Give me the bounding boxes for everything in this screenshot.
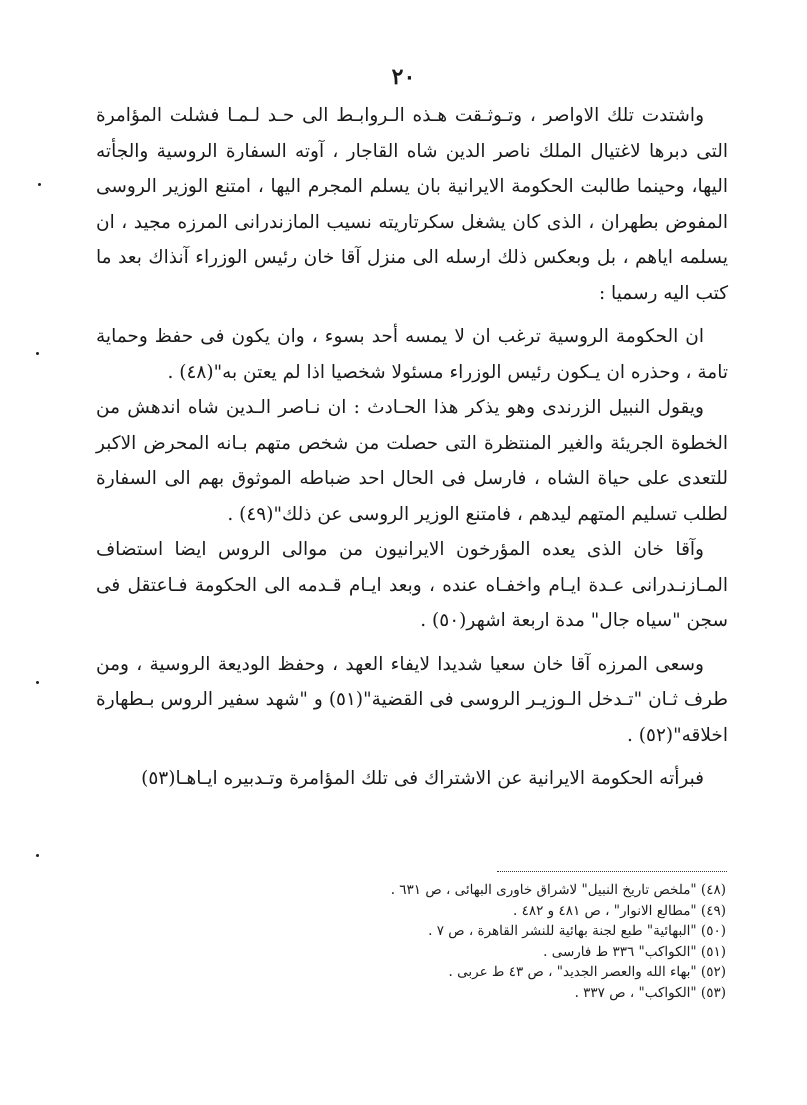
footnote: (٤٩) "مطالع الانوار" ، ص ٤٨١ و ٤٨٢ . bbox=[512, 902, 726, 919]
scan-speck bbox=[36, 854, 39, 857]
scan-speck bbox=[36, 681, 39, 684]
scan-speck bbox=[36, 352, 39, 355]
page-number: ٢٠ bbox=[391, 64, 416, 90]
footnote: (٥٢) "بهاء الله والعصر الجديد" ، ص ٤٣ ط عربى . bbox=[448, 964, 726, 980]
footnote: (٥١) "الكواكب" ٣٣٦ ط فارسى . bbox=[543, 943, 726, 960]
paragraph: ويقول النبيل الزرندى وهو يذكر هذا الحـادث : ان نـاصر الـدين شاه اندهش من الخطوة الجريئة والغير المنتظرة التى حصلت من شخص متهم بـانه المحرض الاكبر للتعدى على حياة الشاه ، فارسل فى الحال احد ضباطه الموثوق بهم الى السفارة لطلب تسليم المتهم ليدهم ، فامتنع الوزير الروسى عن ذلك"(٤٩) . bbox=[96, 397, 728, 525]
footnote: (٤٨) "ملخص تاريخ النبيل" لاشراق خاورى البهائى ، ص ٦٣١ . bbox=[390, 882, 726, 898]
paragraph: ان الحكومة الروسية ترغب ان لا يمسه أحد بسوء ، وان يكون فى حفظ وحماية تامة ، وحذره ان يـكون رئيس الوزراء مسئولا شخصيا اذا لم يعتن به"(٤٨) . bbox=[96, 326, 728, 383]
footnote: (٥٠) "البهائية" طبع لجنة بهائية للنشر القاهرة ، ص ٧ . bbox=[428, 923, 726, 939]
paragraph: وسعى المرزه آقا خان سعيا شديدا لايفاء العهد ، وحفظ الوديعة الروسية ، ومن طرف ثـان "تـدخل الـوزيـر الروسى فى القضية"(٥١) و "شهد سفير الروس بـطهارة اخلاقه"(٥٢) . bbox=[96, 653, 728, 746]
paragraph: واشتدت تلك الاواصر ، وتـوثـقت هـذه الـروابـط الى حـد لـمـا فشلت المؤامرة التى دبرها لاغتيال الملك ناصر الدين شاه القاجار ، آوته السفارة الروسية والجأته اليها، وحينما طالبت الحكومة الايرانية بان يسلم المجرم اليها ، امتنع الوزير الروسى المفوض بطهران ، الذى كان يشغل سكرتاريته نسيب المازندرانى المرزه مجيد ، ان يسلمه اياهم ، بل وبعكس ذلك ارسله الى منزل آقا خان رئيس الوزراء آنذاك بعد ما كتب اليه رسميا : bbox=[96, 105, 728, 304]
footnote: (٥٣) "الكواكب" ، ص ٣٣٧ . bbox=[574, 984, 726, 1001]
footnotes bbox=[240, 880, 726, 1003]
footnote-separator bbox=[497, 871, 727, 872]
body-text bbox=[96, 98, 728, 797]
scan-speck bbox=[38, 183, 41, 186]
paragraph: وآقا خان الذى يعده المؤرخون الايرانيون من موالى الروس ايضا استضاف المـازنـدرانى عـدة ايـام واخفـاه عنده ، وبعد ايـام قـدمه الى الحكومة فـاعتقل فى سجن "سياه جال" مدة اربعة اشهر(٥٠) . bbox=[96, 539, 728, 631]
paragraph: فبرأته الحكومة الايرانية عن الاشتراك فى تلك المؤامرة وتـدبيره ايـاهـا(٥٣) bbox=[141, 768, 704, 789]
